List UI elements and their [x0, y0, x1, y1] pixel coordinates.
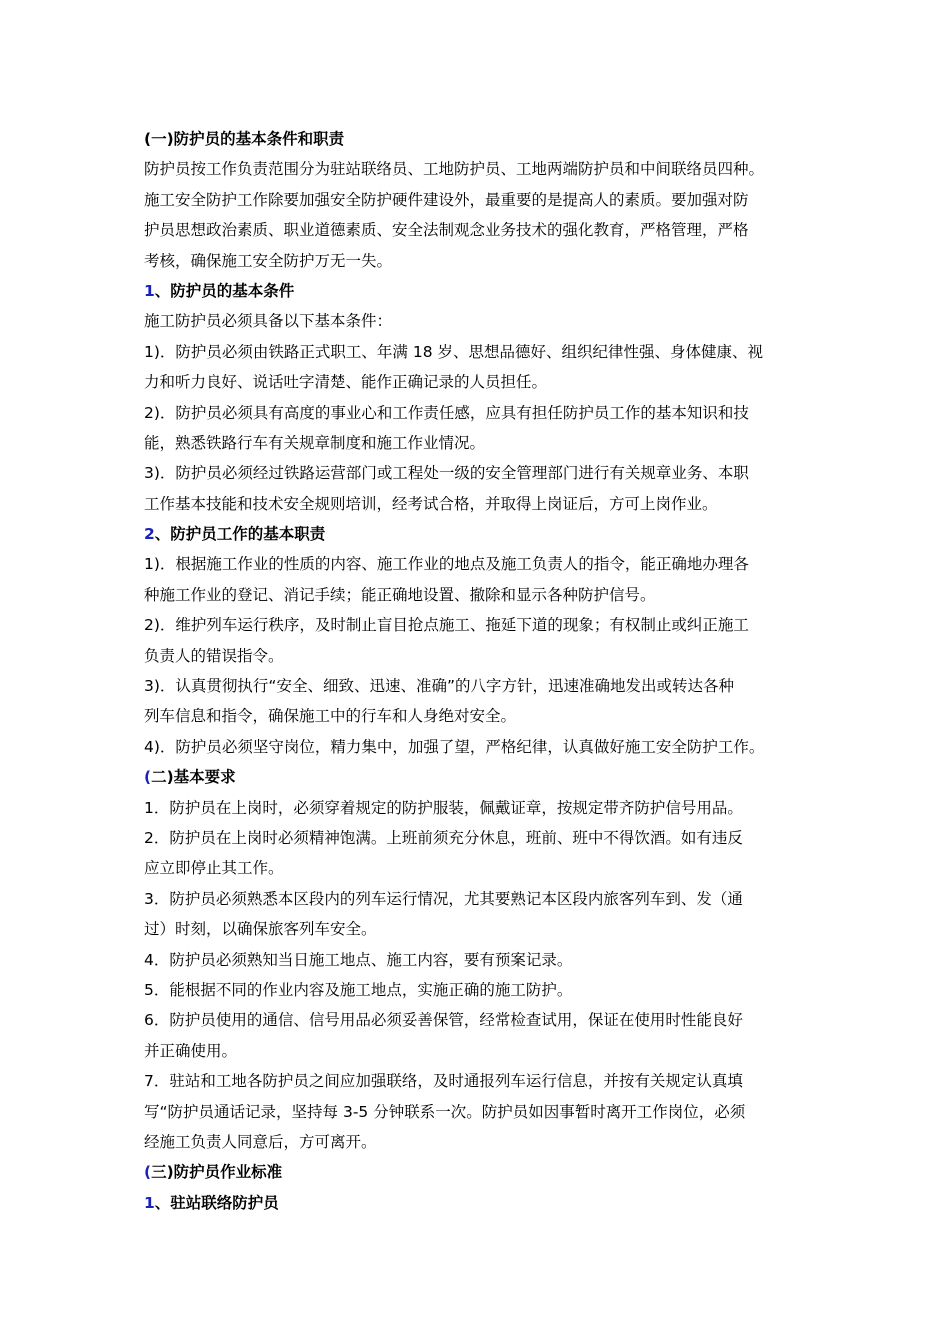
condition-line-5: 3)．防护员必须经过铁路运营部门或工程处一级的安全管理部门进行有关规章业务、本职: [144, 464, 749, 483]
duty-line-5: 3)．认真贯彻执行“安全、细致、迅速、准确”的八字方针，迅速准确地发出或转达各种: [144, 677, 734, 696]
requirement-line-4: 3．防护员必须熟悉本区段内的列车运行情况，尤其要熟记本区段内旅客列车到、发（通: [144, 889, 743, 908]
requirement-line-6: 4．防护员必须熟知当日施工地点、施工内容，要有预案记录。: [144, 950, 573, 969]
condition-line-3: 2)．防护员必须具有高度的事业心和工作责任感，应具有担任防护员工作的基本知识和技: [144, 403, 749, 422]
heading-work-standards: [144, 1157, 812, 1187]
requirement-line-7: 5．能根据不同的作业内容及施工地点，实施正确的施工防护。: [144, 980, 573, 999]
subheading-title: 、驻站联络防护员: [154, 1193, 279, 1212]
duty-line-4: 负责人的错误指令。: [144, 646, 284, 665]
intro-line-1: 防护员按工作负责范围分为驻站联络员、工地防护员、工地两端防护员和中间联络员四种。: [144, 160, 765, 179]
subheading-number: 1: [144, 281, 155, 300]
duty-line-2: 种施工作业的登记、消记手续；能正确地设置、撤除和显示各种防护信号。: [144, 585, 656, 604]
duty-line-6: 列车信息和指令，确保施工中的行车和人身绝对安全。: [144, 707, 517, 726]
duty-line-1: 1)．根据施工作业的性质的内容、施工作业的地点及施工负责人的指令，能正确地办理各: [144, 555, 749, 574]
subheading-title: 、防护员工作的基本职责: [154, 525, 326, 544]
intro-line-4: 考核，确保施工安全防护万无一失。: [144, 251, 393, 270]
heading-title: 三)防护员作业标准: [151, 1163, 283, 1182]
condition-line-6: 工作基本技能和技术安全规则培训，经考试合格，并取得上岗证后，方可上岗作业。: [144, 494, 718, 513]
subheading-title: 、防护员的基本条件: [154, 281, 295, 300]
heading-basic-conditions-and-duties: (一)防护员的基本条件和职责: [144, 130, 345, 148]
intro-line-3: 护员思想政治素质、职业道德素质、安全法制观念业务技术的强化教育，严格管理，严格: [144, 221, 749, 240]
heading-basic-requirements: [144, 762, 812, 792]
conditions-lead: 施工防护员必须具备以下基本条件：: [144, 312, 393, 331]
subheading-number: 2: [144, 525, 155, 544]
requirement-line-10: 7．驻站和工地各防护员之间应加强联络，及时通报列车运行信息，并按有关规定认真填: [144, 1072, 743, 1091]
duty-line-3: 2)．维护列车运行秩序，及时制止盲目抢点施工、拖延下道的现象；有权制止或纠正施工: [144, 616, 749, 635]
subheading-basic-duties: [144, 519, 812, 549]
condition-line-4: 能，熟悉铁路行车有关规章制度和施工作业情况。: [144, 433, 486, 452]
subheading-basic-conditions: [144, 276, 812, 306]
requirement-line-12: 经施工负责人同意后，方可离开。: [144, 1132, 377, 1151]
requirement-line-9: 并正确使用。: [144, 1041, 238, 1060]
document-body: [144, 124, 812, 1218]
subheading-station-liaison: [144, 1188, 812, 1218]
subheading-number: 1: [144, 1193, 155, 1212]
requirement-line-1: 1．防护员在上岗时，必须穿着规定的防护服装，佩戴证章，按规定带齐防护信号用品。: [144, 798, 743, 817]
intro-line-2: 施工安全防护工作除要加强安全防护硬件建设外，最重要的是提高人的素质。要加强对防: [144, 190, 749, 209]
heading-paren: (: [144, 1163, 152, 1182]
heading-title: 二)基本要求: [151, 768, 236, 787]
requirement-line-8: 6．防护员使用的通信、信号用品必须妥善保管，经常检查试用，保证在使用时性能良好: [144, 1011, 743, 1030]
duty-line-7: 4)．防护员必须坚守岗位，精力集中，加强了望，严格纪律，认真做好施工安全防护工作。: [144, 737, 765, 756]
requirement-line-2: 2．防护员在上岗时必须精神饱满。上班前须充分休息，班前、班中不得饮酒。如有违反: [144, 828, 743, 847]
condition-line-1: 1)．防护员必须由铁路正式职工、年满 18 岁、思想品德好、组织纪律性强、身体健康、视: [144, 342, 763, 361]
requirement-line-3: 应立即停止其工作。: [144, 859, 284, 878]
requirement-line-11: 写“防护员通话记录，坚持每 3-5 分钟联系一次。防护员如因事暂时离开工作岗位，必须: [144, 1102, 746, 1121]
heading-paren: (: [144, 768, 152, 787]
condition-line-2: 力和听力良好、说话吐字清楚、能作正确记录的人员担任。: [144, 373, 548, 392]
requirement-line-5: 过）时刻，以确保旅客列车安全。: [144, 920, 377, 939]
